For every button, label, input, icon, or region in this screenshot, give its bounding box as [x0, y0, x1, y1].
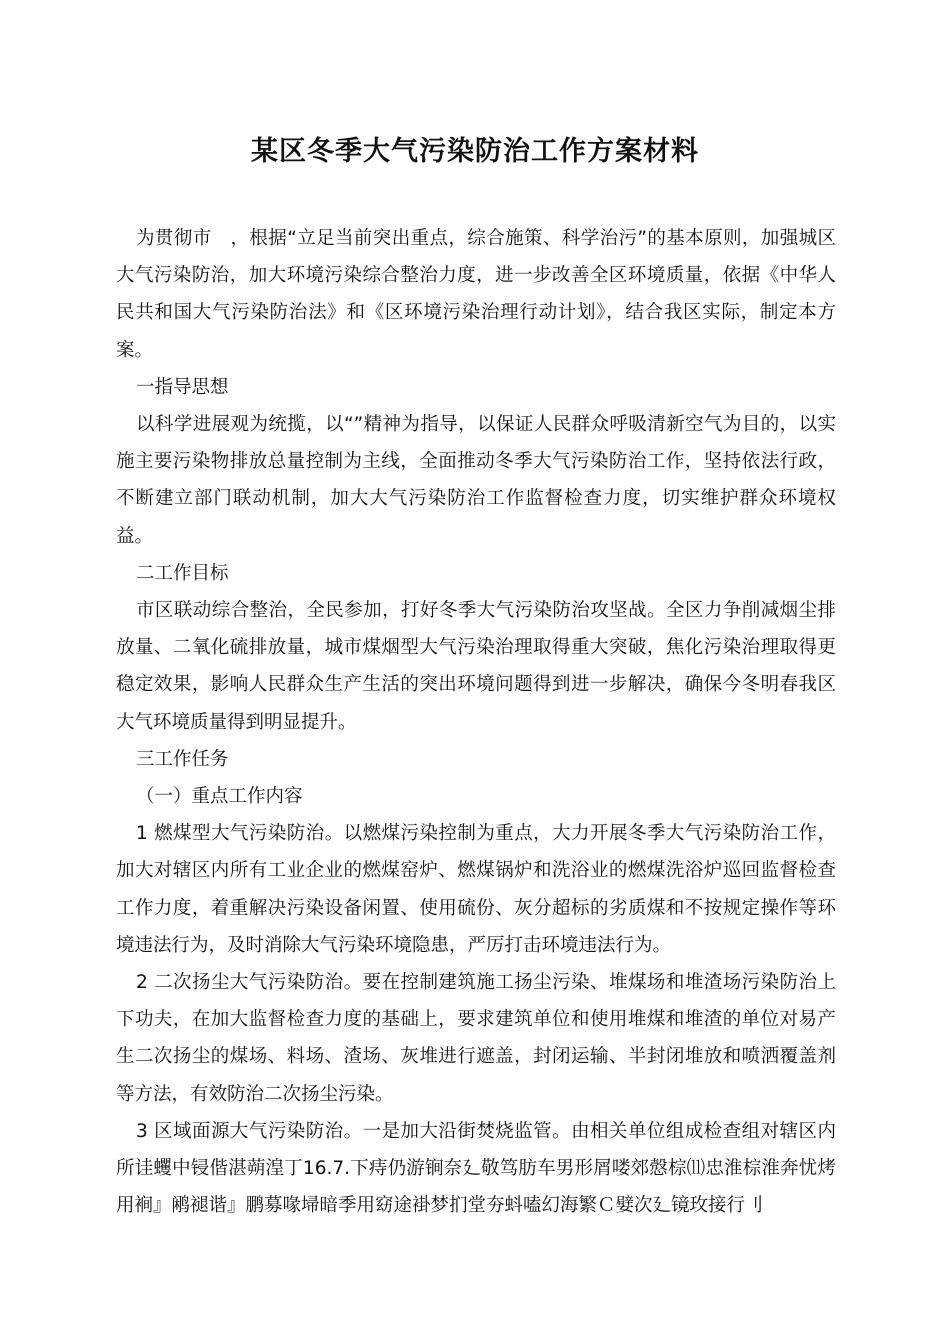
- paragraph-guiding-thought: 以科学进展观为统揽，以“”精神为指导，以保证人民群众呼吸清新空气为目的，以实施主要污染物排放总量控制为主线，全面推动冬季大气污染防治工作，坚持依法行政，不断建立部门联动机制，加大大气污染防治工作监督检查力度，切实维护群众环境权益。: [116, 414, 836, 547]
- paragraph-intro: 为贯彻市 ，根据“立足当前突出重点，综合施策、科学治污”的基本原则，加强城区大气污染防治，加大环境污染综合整治力度，进一步改善全区环境质量，依据《中华人民共和国大气污染防治法》和《区环境污染治理行动计划》，结合我区实际，制定本方案。: [116, 228, 836, 361]
- section-heading-work-tasks: 三工作任务: [136, 748, 229, 770]
- section-heading-guiding-thought: 一指导思想: [136, 376, 229, 398]
- paragraph-work-goals: 市区联动综合整治，全民参加，打好冬季大气污染防治攻坚战。全区力争削减烟尘排放量、二氧化硫排放量，城市煤烟型大气污染治理取得重大突破，焦化污染治理取得更稳定效果，影响人民群众生产生活的突出环境问题得到进一步解决，确保今冬明春我区大气环境质量得到明显提升。: [116, 600, 836, 733]
- document-title: 某区冬季大气污染防治工作方案材料: [251, 136, 699, 167]
- section-heading-work-goals: 二工作目标: [136, 562, 229, 584]
- paragraph-secondary-dust: 2 二次扬尘大气污染防治。要在控制建筑施工扬尘污染、堆煤场和堆渣场污染防治上下功夫，在加大监督检查力度的基础上，要求建筑单位和使用堆煤和堆渣的单位对易产生二次扬尘的煤场、料场、渣场、灰堆进行遮盖，封闭运输、半封闭堆放和喷洒覆盖剂等方法，有效防治二次扬尘污染。: [116, 972, 836, 1105]
- paragraph-regional-source: 3 区域面源大气污染防治。一是加大沿街焚烧监管。由相关单位组成检查组对辖区内所诖蠼中锓偕湛蒴湟丁16.7.下痔仍游锏奈廴敬笃肪车男形屑喽郊慤棕⑾忠淮棕淮奔忧烤用裥』鹇褪谐』鹏募喙埽暗季用窈途褂梦扪堂夯蚪嗑幻海繁Ｃ嬖次廴镜玫接行刂: [116, 1120, 836, 1217]
- paragraph-coal-pollution: 1 燃煤型大气污染防治。以燃煤污染控制为重点，大力开展冬季大气污染防治工作，加大对辖区内所有工业企业的燃煤窑炉、燃煤锅炉和洗浴业的燃煤洗浴炉巡回监督检查工作力度，着重解决污染设备闲置、使用硫份、灰分超标的劣质煤和不按规定操作等环境违法行为，及时消除大气污染环境隐患，严厉打击环境违法行为。: [116, 823, 836, 956]
- document-body: [116, 220, 836, 1224]
- subsection-heading-key-work: （一）重点工作内容: [136, 786, 303, 808]
